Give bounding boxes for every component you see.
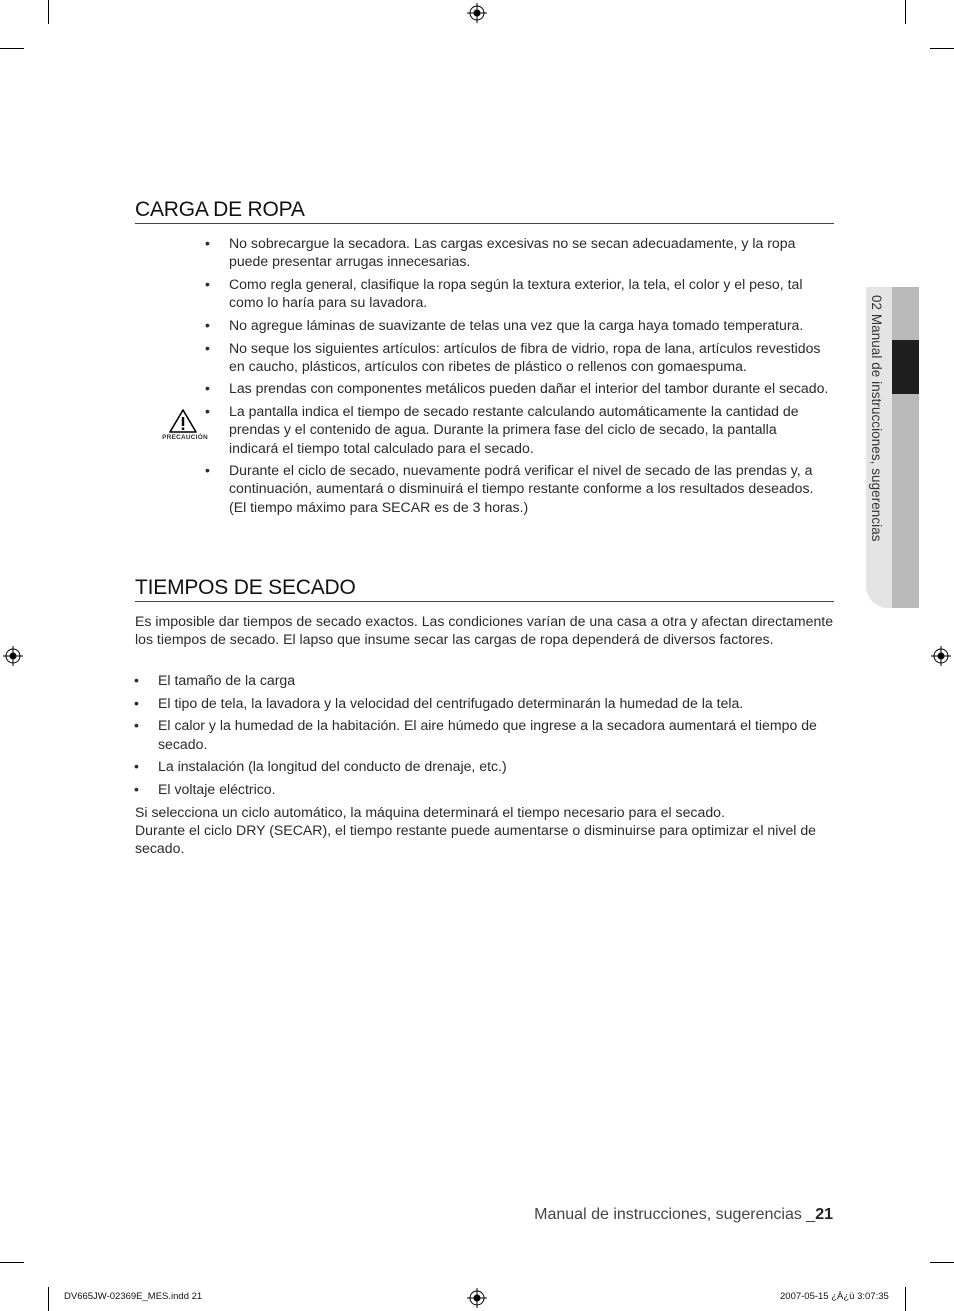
caution-icon [168, 408, 198, 434]
list-item: • La instalación (la longitud del conducto de drenaje, etc.) [134, 758, 507, 775]
caution-label: PRECAUCIÓN [162, 434, 208, 441]
list-item: • Como regla general, clasifique la ropa según la textura exterior, la tela, el color y el peso, tal como lo haría para su lavadora. [205, 275, 803, 311]
list-item: • El voltaje eléctrico. [134, 781, 276, 798]
carga-bullet-list [205, 234, 829, 516]
slug-file: DV665JW-02369E_MES.indd 21 [64, 1291, 203, 1302]
footer-section-label: Manual de instrucciones, sugerencias _ [534, 1206, 816, 1223]
list-item: • El tipo de tela, la lavadora y la velocidad del centrifugado determinarán la humedad de la tela. [134, 694, 744, 711]
crop-mark [48, 0, 49, 24]
tiempos-outro-1: Si selecciona un ciclo automático, la máquina determinará el tiempo necesario para el secado. [135, 804, 725, 820]
tiempos-intro: Es imposible dar tiempos de secado exactos. Las condiciones varían de una casa a otra y afectan directamente los tiempos de secado. El lapso que insume secar las cargas de ropa dependerá de diversos factores. [135, 613, 834, 648]
registration-mark-icon [3, 646, 23, 666]
list-item: • No sobrecargue la secadora. Las cargas excesivas no se secan adecuadamente, y la ropa puede presentar arrugas innecesarias. [205, 235, 796, 270]
tiempos-bullet-list [134, 671, 828, 798]
list-item: • No seque los siguientes artículos: artículos de fibra de vidrio, ropa de lana, artículos revestidos en caucho, plásticos, artículos con ribetes de plástico o rellenos con gomaespuma. [205, 339, 821, 374]
tiempos-outro-2: Durante el ciclo DRY (SECAR), el tiempo restante puede aumentarse o disminuirse para optimizar el nivel de secado. [135, 822, 817, 857]
crop-mark [905, 0, 906, 24]
side-tab-band [892, 287, 919, 608]
crop-mark [0, 48, 24, 49]
registration-mark-icon [467, 3, 487, 23]
list-item: • La pantalla indica el tiempo de secado restante calculando automáticamente la cantidad de prendas y el contenido de agua. Durante la primera fase del ciclo de secado, la pantalla indicará el tiempo total calculado para el secado. [205, 403, 799, 456]
crop-mark [930, 1262, 954, 1263]
registration-mark-icon [467, 1288, 487, 1308]
crop-mark [905, 1287, 906, 1311]
page-footer [534, 1206, 833, 1224]
list-item: • No agregue láminas de suavizante de telas una vez que la carga haya tomado temperatura. [205, 316, 804, 333]
section-title-carga: CARGA DE ROPA [135, 198, 834, 224]
registration-mark-icon [931, 646, 951, 666]
list-item: • El calor y la humedad de la habitación. El aire húmedo que ingrese a la secadora aumentará el tiempo de secado. [134, 717, 817, 752]
crop-mark [48, 1287, 49, 1311]
slug-date: 2007-05-15 ¿À¿ü 3:07:35 [780, 1291, 889, 1302]
list-item: • El tamaño de la carga [134, 672, 296, 688]
chapter-marker [892, 340, 919, 394]
page-number: 21 [815, 1206, 833, 1223]
side-tab-label: 02 Manual de instrucciones, sugerencias [869, 295, 884, 542]
list-item: • Durante el ciclo de secado, nuevamente podrá verificar el nivel de secado de las prendas y, a continuación, aumentará o disminuirá el tiempo restante conforme a los resultados deseados. (El tiempo máximo para SECAR es de 3 horas.) [205, 462, 814, 515]
crop-mark [930, 48, 954, 49]
crop-mark [0, 1262, 24, 1263]
list-item: • Las prendas con componentes metálicos pueden dañar el interior del tambor durante el secado. [205, 380, 829, 397]
section-title-tiempos: TIEMPOS DE SECADO [135, 576, 834, 602]
